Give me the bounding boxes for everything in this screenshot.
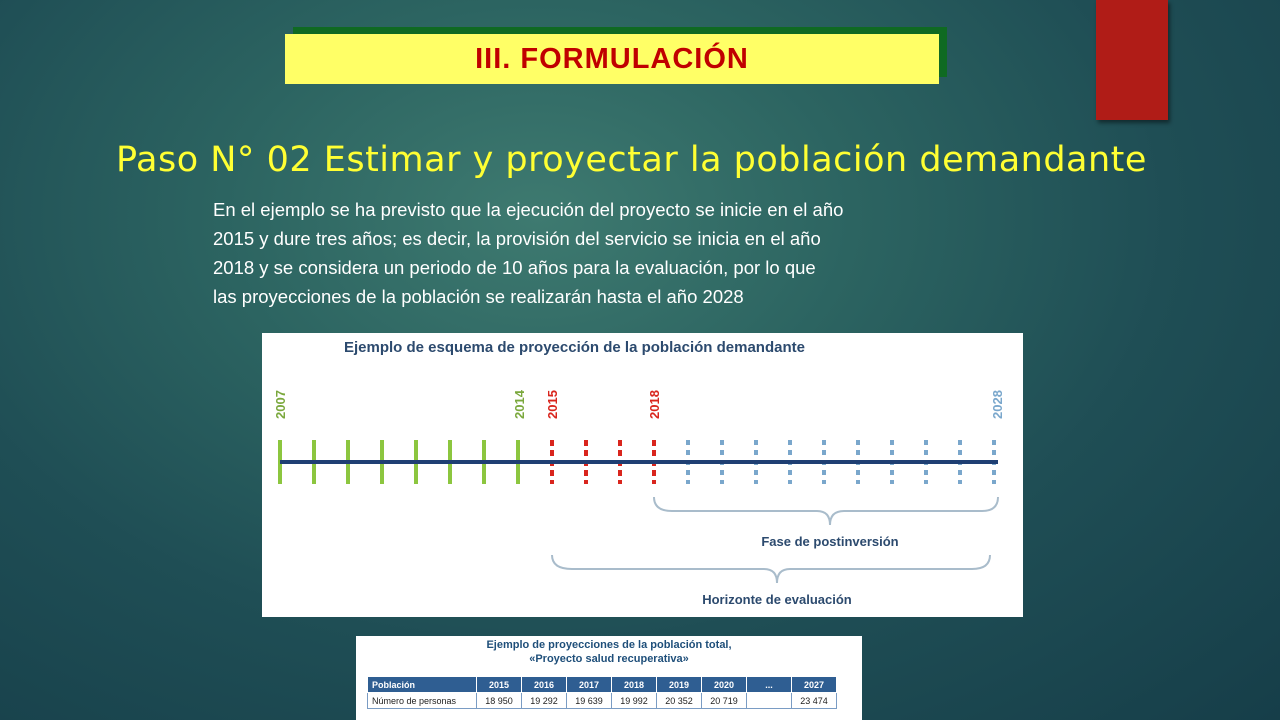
timeline-figure: [262, 333, 1023, 617]
table-row: [368, 693, 837, 709]
projection-table-title-line: Ejemplo de proyecciones de la población total,: [486, 639, 732, 651]
table-header-cell: 2015: [477, 677, 522, 693]
decorative-red-tab: [1096, 0, 1168, 120]
year-label-2014: 2014: [512, 390, 527, 419]
table-cell: [747, 693, 792, 709]
projection-table-title-line: «Proyecto salud recuperativa»: [529, 653, 689, 665]
year-label-2007: 2007: [273, 390, 288, 419]
section-title: III. FORMULACIÓN: [475, 42, 749, 75]
table-cell: 19 639: [567, 693, 612, 709]
table-cell: 23 474: [792, 693, 837, 709]
year-label-2028: 2028: [990, 390, 1005, 419]
table-cell: 20 352: [657, 693, 702, 709]
horizonte-brace: [552, 555, 990, 583]
table-cell: 19 992: [612, 693, 657, 709]
projection-table-title: [356, 638, 862, 666]
table-header-cell: ...: [747, 677, 792, 693]
table-cell: 20 719: [702, 693, 747, 709]
postinversion-brace: [654, 497, 998, 525]
body-line: En el ejemplo se ha previsto que la ejecución del proyecto se inicie en el año: [213, 199, 844, 220]
projection-table-figure: [356, 636, 862, 720]
table-header-cell: 2016: [522, 677, 567, 693]
table-header-cell: 2020: [702, 677, 747, 693]
year-label-2018: 2018: [647, 390, 662, 419]
table-header-cell: Población: [368, 677, 477, 693]
body-paragraph: [213, 195, 1043, 311]
slide-subtitle: Paso N° 02 Estimar y proyectar la población demandante: [116, 140, 1147, 180]
table-header-cell: 2019: [657, 677, 702, 693]
timeline-title: Ejemplo de esquema de proyección de la población demandante: [344, 339, 805, 356]
table-cell: 18 950: [477, 693, 522, 709]
table-header-cell: 2017: [567, 677, 612, 693]
year-label-2015: 2015: [545, 390, 560, 419]
body-line: las proyecciones de la población se realizarán hasta el año 2028: [213, 286, 744, 307]
body-line: 2015 y dure tres años; es decir, la provisión del servicio se inicia en el año: [213, 228, 821, 249]
projection-table: [367, 676, 837, 709]
table-cell: Número de personas: [368, 693, 477, 709]
table-header-cell: 2018: [612, 677, 657, 693]
body-line: 2018 y se considera un periodo de 10 años para la evaluación, por lo que: [213, 257, 816, 278]
projection-table-header-row: [368, 677, 837, 693]
horizonte-label: Horizonte de evaluación: [702, 592, 852, 607]
table-header-cell: 2027: [792, 677, 837, 693]
table-cell: 19 292: [522, 693, 567, 709]
timeline-svg: [262, 333, 1023, 617]
section-title-box: [285, 34, 939, 84]
postinversion-label: Fase de postinversión: [761, 534, 899, 549]
